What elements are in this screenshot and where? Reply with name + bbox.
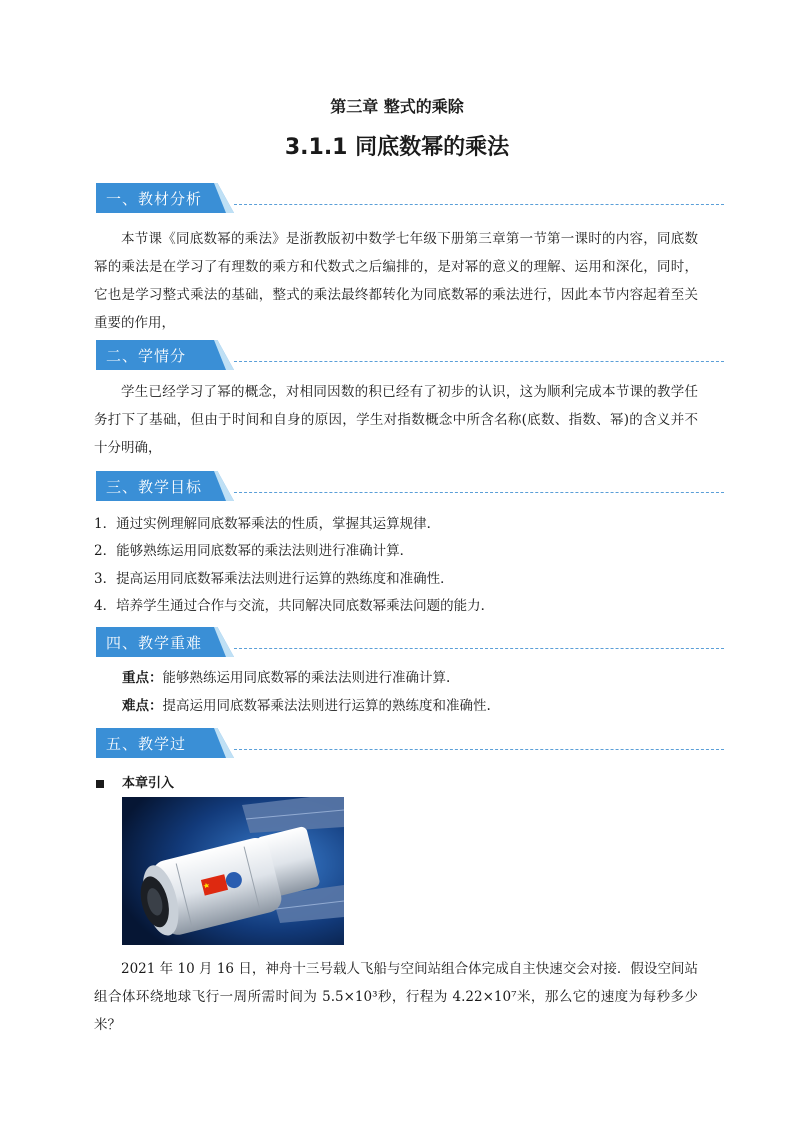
difficult-point-text: 提高运用同底数幂乘法法则进行运算的熟练度和准确性. bbox=[162, 698, 491, 714]
dashed-divider bbox=[234, 648, 724, 649]
key-point bbox=[122, 668, 450, 688]
goal-item-2: 2．能够熟练运用同底数幂的乘法法则进行准确计算． bbox=[94, 543, 414, 559]
space-station-image bbox=[122, 797, 344, 945]
section-2-paragraph: 学生已经学习了幂的概念，对相同因数的积已经有了初步的认识，这为顺利完成本节课的教学任务打下了基础，但由于时间和自身的原因，学生对指数概念中所含名称(底数、指数、幂)的含义并不十分明确， bbox=[94, 384, 698, 456]
chapter-intro-heading bbox=[96, 772, 174, 791]
dashed-divider bbox=[234, 204, 724, 205]
space-station-illustration bbox=[122, 797, 344, 945]
section-label: 三、教学目标 bbox=[106, 478, 203, 496]
section-label: 二、学情分 bbox=[106, 347, 187, 365]
lesson-title: 3.1.1 同底数幂的乘法 bbox=[284, 135, 510, 160]
section-label: 五、教学过 bbox=[106, 735, 187, 753]
chapter-title: 第三章 整式的乘除 bbox=[330, 97, 464, 116]
goal-item-1: 1．通过实例理解同底数幂乘法的性质，掌握其运算规律． bbox=[94, 516, 441, 532]
section-header-4 bbox=[96, 627, 724, 657]
difficult-point bbox=[122, 696, 491, 716]
key-point-label: 重点： bbox=[122, 670, 163, 686]
chapter-intro-problem: 2021 年 10 月 16 日，神舟十三号载人飞船与空间站组合体完成自主快速交会对接．假设空间站组合体环绕地球飞行一周所需时间为 5.5×10³秒，行程为 4.22×10⁷米，那么它的速度为每秒多少米？ bbox=[94, 961, 698, 1033]
section-header-5 bbox=[96, 728, 724, 758]
key-point-text: 能够熟练运用同底数幂的乘法法则进行准确计算. bbox=[162, 670, 451, 686]
dashed-divider bbox=[234, 361, 724, 362]
section-1-paragraph: 本节课《同底数幂的乘法》是浙教版初中数学七年级下册第三章第一节第一课时的内容，同底数幂的乘法是在学习了有理数的乘方和代数式之后编排的，是对幂的意义的理解、运用和深化，同时，它也是学习整式乘法的基础，整式的乘法最终都转化为同底数幂的乘法进行，因此本节内容起着至关重要的作用， bbox=[94, 231, 698, 331]
dashed-divider bbox=[234, 492, 724, 493]
section-header-2 bbox=[96, 340, 724, 370]
section-label: 四、教学重难 bbox=[106, 634, 203, 652]
square-bullet-icon bbox=[96, 780, 104, 788]
section-label: 一、教材分析 bbox=[106, 190, 203, 208]
difficult-point-label: 难点： bbox=[122, 698, 163, 714]
goal-item-3: 3．提高运用同底数幂乘法法则进行运算的熟练度和准确性． bbox=[94, 571, 454, 587]
chapter-intro-label: 本章引入 bbox=[122, 776, 175, 791]
section-header-3 bbox=[96, 471, 724, 501]
section-header-1 bbox=[96, 183, 724, 213]
goal-item-4: 4．培养学生通过合作与交流，共同解决同底数幂乘法问题的能力． bbox=[94, 598, 495, 614]
dashed-divider bbox=[234, 749, 724, 750]
